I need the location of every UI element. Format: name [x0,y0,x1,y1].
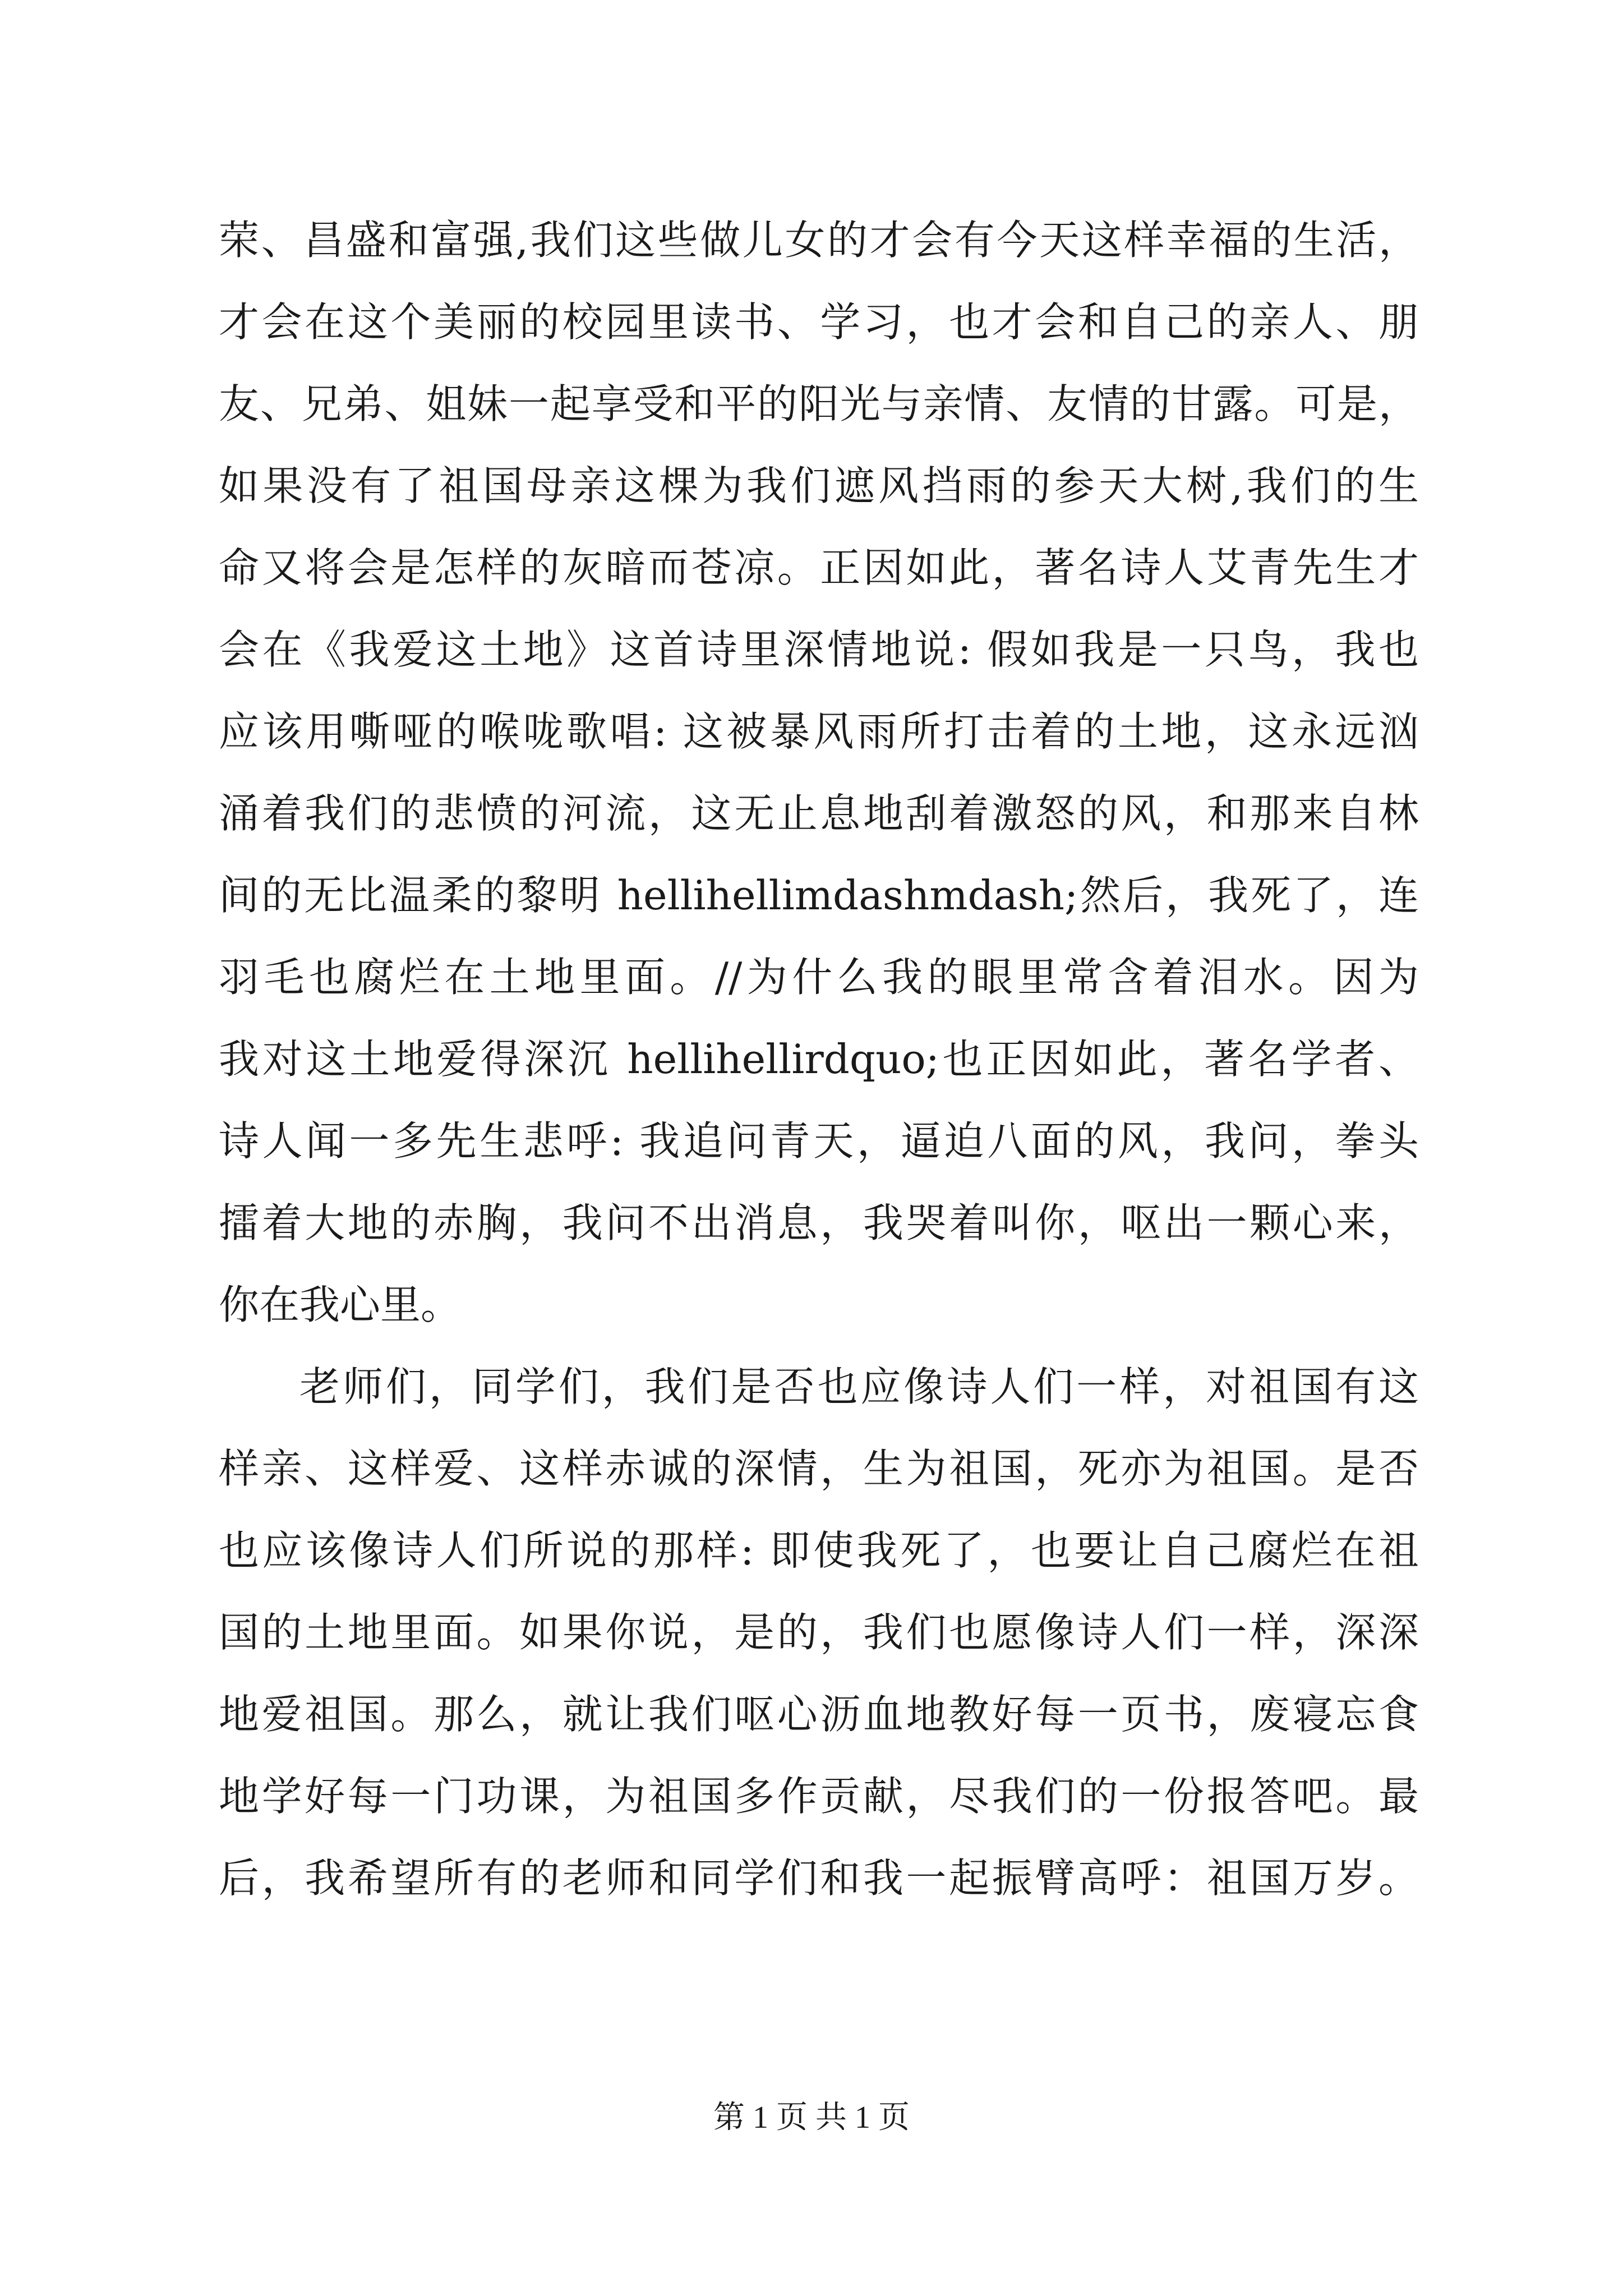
text-line: 老师们，同学们，我们是否也应像诗人们一样，对祖国有这 [299,1363,1419,1410]
text-line: 样亲、这样爱、这样赤诚的深情，生为祖国，死亦为祖国。是否 [219,1445,1419,1492]
text-line: 也应该像诗人们所说的那样: 即使我死了，也要让自己腐烂在祖 [219,1527,1419,1574]
text-line: 地爱祖国。那么，就让我们呕心沥血地教好每一页书，废寝忘食 [219,1691,1419,1738]
text-line: 涌着我们的悲愤的河流，这无止息地刮着激怒的风，和那来自林 [219,790,1419,837]
document-body [219,199,1419,1919]
text-line: 我对这土地爱得深沉 hellihellirdquo;也正因如此，著名学者、 [219,1036,1419,1083]
text-line: 擂着大地的赤胸，我问不出消息，我哭着叫你，呕出一颗心来， [219,1199,1419,1246]
text-line: 国的土地里面。如果你说，是的，我们也愿像诗人们一样，深深 [219,1609,1419,1656]
text-line: 荣、昌盛和富强,我们这些做儿女的才会有今天这样幸福的生活， [219,217,1419,264]
text-line: 命又将会是怎样的灰暗而苍凉。正因如此，著名诗人艾青先生才 [219,544,1419,591]
text-line: 应该用嘶哑的喉咙歌唱: 这被暴风雨所打击着的土地，这永远汹 [219,708,1419,755]
text-line: 才会在这个美丽的校园里读书、学习，也才会和自己的亲人、朋 [219,298,1419,346]
text-line: 友、兄弟、姐妹一起享受和平的阳光与亲情、友情的甘露。可是， [219,380,1419,427]
text-line: 诗人闻一多先生悲呼: 我追问青天，逼迫八面的风，我问，拳头 [219,1117,1419,1165]
text-line: 如果没有了祖国母亲这棵为我们遮风挡雨的参天大树,我们的生 [219,462,1419,509]
text-line: 羽毛也腐烂在土地里面。//为什么我的眼里常含着泪水。因为 [219,954,1419,1001]
text-line: 你在我心里。 [219,1281,462,1328]
text-line: 地学好每一门功课，为祖国多作贡献，尽我们的一份报答吧。最 [219,1773,1419,1820]
text-line: 间的无比温柔的黎明 hellihellimdashmdash;然后，我死了，连 [219,872,1419,919]
text-line: 会在《我爱这土地》这首诗里深情地说: 假如我是一只鸟，我也 [219,626,1419,673]
page-footer: 第 1 页 共 1 页 [713,2100,910,2135]
text-line: 后，我希望所有的老师和同学们和我一起振臂高呼：祖国万岁。 [219,1855,1419,1902]
